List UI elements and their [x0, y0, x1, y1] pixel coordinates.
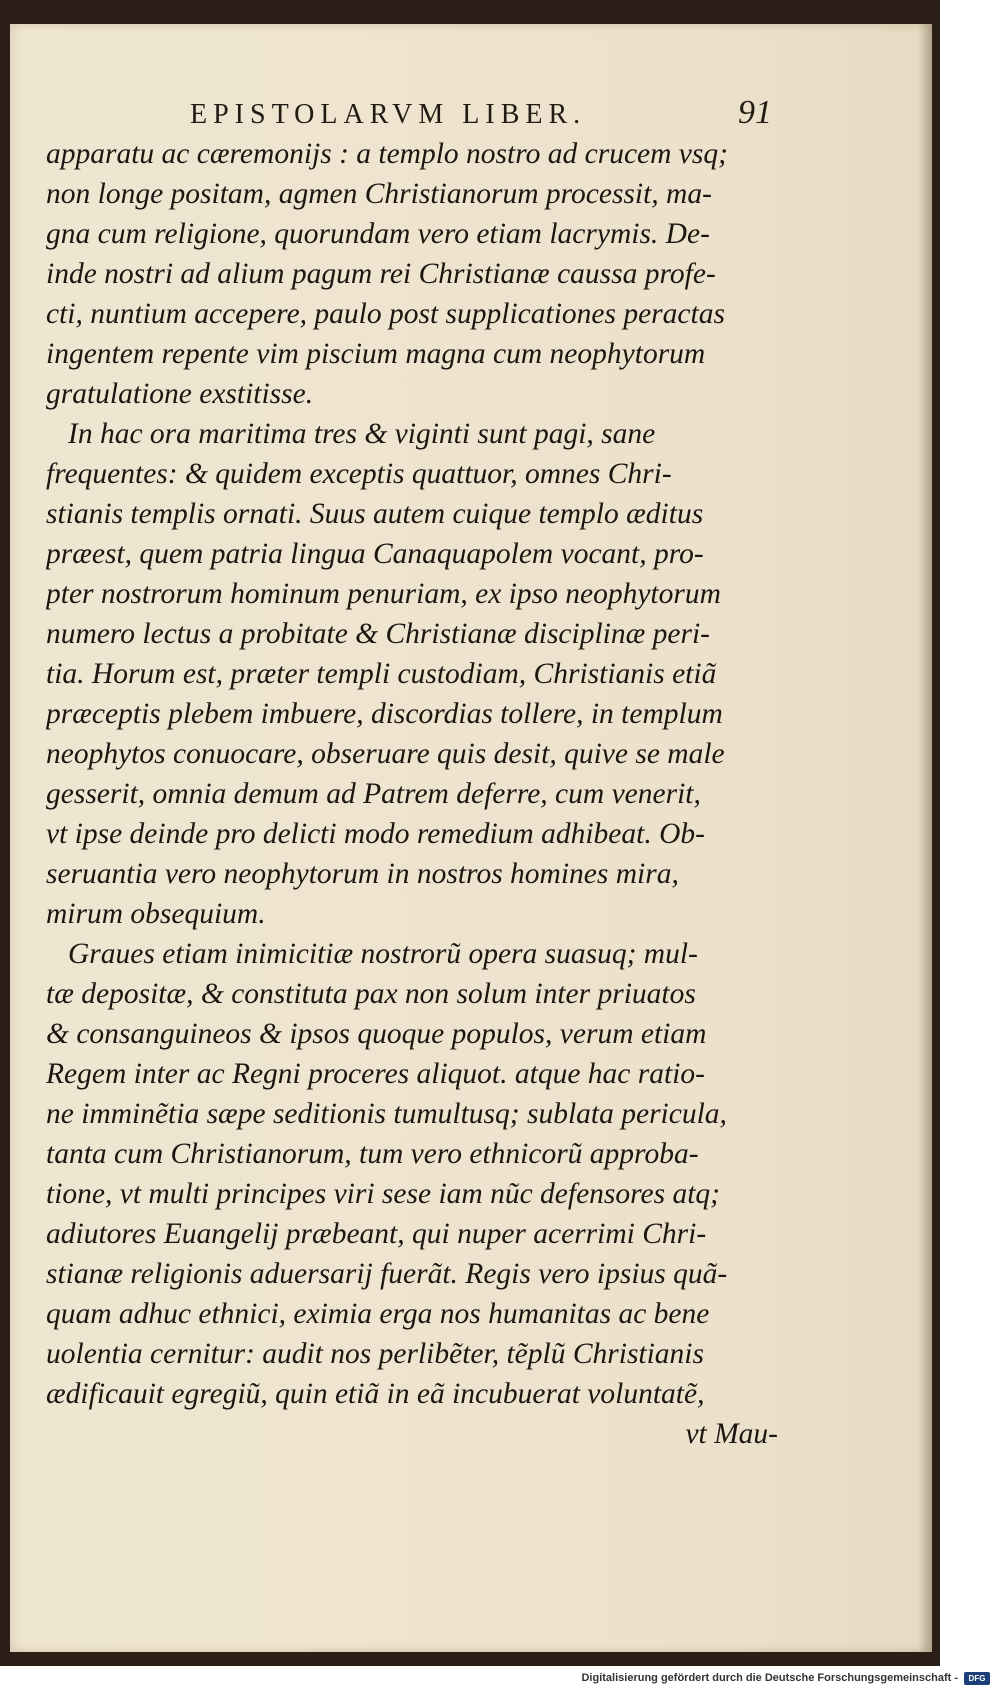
text-line: pter nostrorum hominum penuriam, ex ipso neophytorum [46, 578, 721, 610]
text-line: ædificauit egregiũ, quin etiã in eã incubuerat voluntatẽ, [46, 1378, 705, 1410]
text-line: cti, nuntium accepere, paulo post supplicationes peractas [46, 298, 725, 330]
text-line: gratulatione exstitisse. [46, 378, 314, 410]
text-line: & consanguineos & ipsos quoque populos, verum etiam [46, 1018, 707, 1050]
text-line: tione, vt multi principes viri sese iam nũc defensores atq; [46, 1178, 721, 1210]
text-line: tanta cum Christianorum, tum vero ethnicorũ approba- [46, 1138, 699, 1170]
body-text [46, 134, 788, 1454]
text-line: stianis templis ornati. Suus autem cuique templo æditus [46, 498, 704, 530]
text-line: apparatu ac cæremonijs : a templo nostro ad crucem vsq; [46, 138, 728, 170]
text-line: tæ depositæ, & constituta pax non solum inter priuatos [46, 978, 696, 1010]
text-line: ingentem repente vim piscium magna cum neophytorum [46, 338, 706, 370]
footer-bar [0, 1666, 1000, 1692]
book-page [10, 24, 932, 1652]
catchword: vt Mau- [685, 1418, 778, 1450]
text-line: neophytos conuocare, obseruare quis desit, quive se male [46, 738, 725, 770]
text-line: inde nostri ad alium pagum rei Christianæ caussa profe- [46, 258, 716, 290]
running-head: EPISTOLARVM LIBER. [190, 99, 587, 130]
text-line: In hac ora maritima tres & viginti sunt pagi, sane [68, 418, 656, 450]
text-line: adiutores Euangelij præbeant, qui nuper acerrimi Chri- [46, 1218, 707, 1250]
page-edge-shadow [918, 24, 932, 1652]
text-line: præest, quem patria lingua Canaquapolem vocant, pro- [46, 538, 704, 570]
text-line: frequentes: & quidem exceptis quattuor, omnes Chri- [46, 458, 672, 490]
funding-credit: Digitalisierung gefördert durch die Deutsche Forschungsgemeinschaft - [581, 1672, 958, 1684]
text-line: quam adhuc ethnici, eximia erga nos humanitas ac bene [46, 1298, 710, 1330]
text-line: mirum obsequium. [46, 898, 266, 930]
text-line: seruantia vero neophytorum in nostros homines mira, [46, 858, 679, 890]
text-line: Regem inter ac Regni proceres aliquot. atque hac ratio- [46, 1058, 705, 1090]
text-line: gesserit, omnia demum ad Patrem deferre, cum venerit, [46, 778, 701, 810]
text-line: Graues etiam inimicitiæ nostrorũ opera suasuq; mul- [68, 938, 698, 970]
dfg-logo-icon: DFG [964, 1672, 990, 1685]
text-line: gna cum religione, quorundam vero etiam lacrymis. De- [46, 218, 710, 250]
text-line: ne imminẽtia sæpe seditionis tumultusq; sublata pericula, [46, 1098, 727, 1130]
text-line: stianæ religionis aduersarij fuerãt. Regis vero ipsius quã- [46, 1258, 728, 1290]
text-line: uolentia cernitur: audit nos perlibẽter, tẽplũ Christianis [46, 1338, 704, 1370]
text-line: tia. Horum est, præter templi custodiam, Christianis etiã [46, 658, 717, 690]
text-line: præceptis plebem imbuere, discordias tollere, in templum [46, 698, 723, 730]
text-line: vt ipse deinde pro delicti modo remedium adhibeat. Ob- [46, 818, 705, 850]
text-line: numero lectus a probitate & Christianæ disciplinæ peri- [46, 618, 711, 650]
page-number: 91 [738, 94, 772, 131]
text-line: non longe positam, agmen Christianorum processit, ma- [46, 178, 712, 210]
